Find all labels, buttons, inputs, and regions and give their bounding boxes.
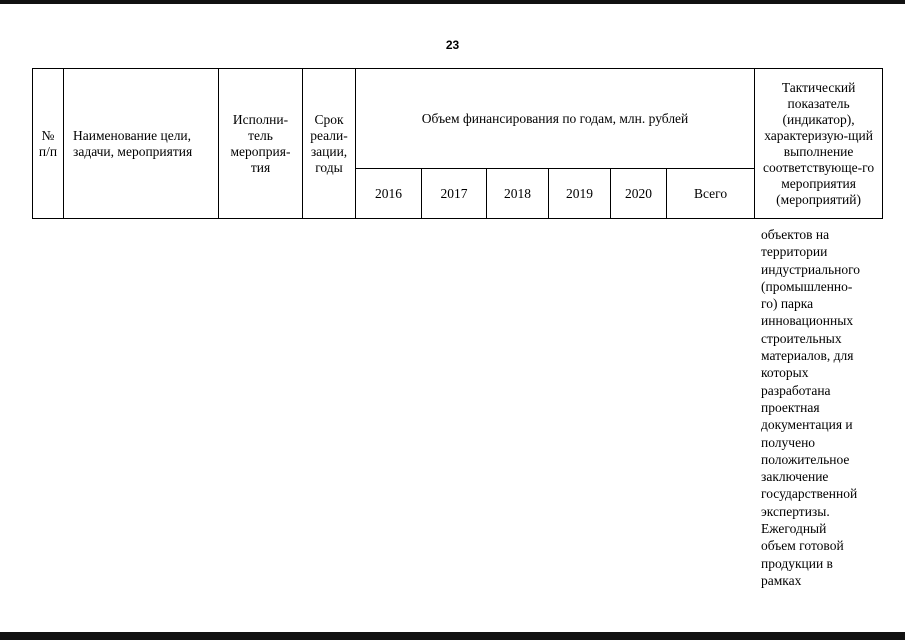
scan-edge-bottom bbox=[0, 632, 905, 640]
header-cell-executor: Исполни- тель мероприя- тия bbox=[219, 69, 303, 219]
header-cell-year-2018: 2018 bbox=[487, 169, 549, 219]
header-cell-funding: Объем финансирования по годам, млн. рублей bbox=[356, 69, 755, 169]
header-cell-year-2017: 2017 bbox=[422, 169, 487, 219]
header-cell-name: Наименование цели, задачи, мероприятия bbox=[64, 69, 219, 219]
scan-edge-top bbox=[0, 0, 905, 4]
header-cell-year-2016: 2016 bbox=[356, 169, 422, 219]
header-cell-year-2019: 2019 bbox=[549, 169, 611, 219]
header-table bbox=[32, 68, 883, 219]
continued-indicator-text: объектов на территории индустриального (промышленно- го) парка инновационных строительных материалов, для которых разработана проектная документация и получено положительное заключение государственной экспертизы. Ежегодный объем готовой продукции в рамках bbox=[761, 227, 861, 588]
header-cell-total: Всего bbox=[667, 169, 755, 219]
page-number: 23 bbox=[445, 38, 460, 52]
header-cell-number: № п/п bbox=[33, 69, 64, 219]
header-cell-year-2020: 2020 bbox=[611, 169, 667, 219]
header-cell-indicator: Тактический показатель (индикатор), характеризую-щий выполнение соответствующе-го мероприятия (мероприятий) bbox=[755, 69, 883, 219]
header-cell-period: Срок реали- зации, годы bbox=[303, 69, 356, 219]
